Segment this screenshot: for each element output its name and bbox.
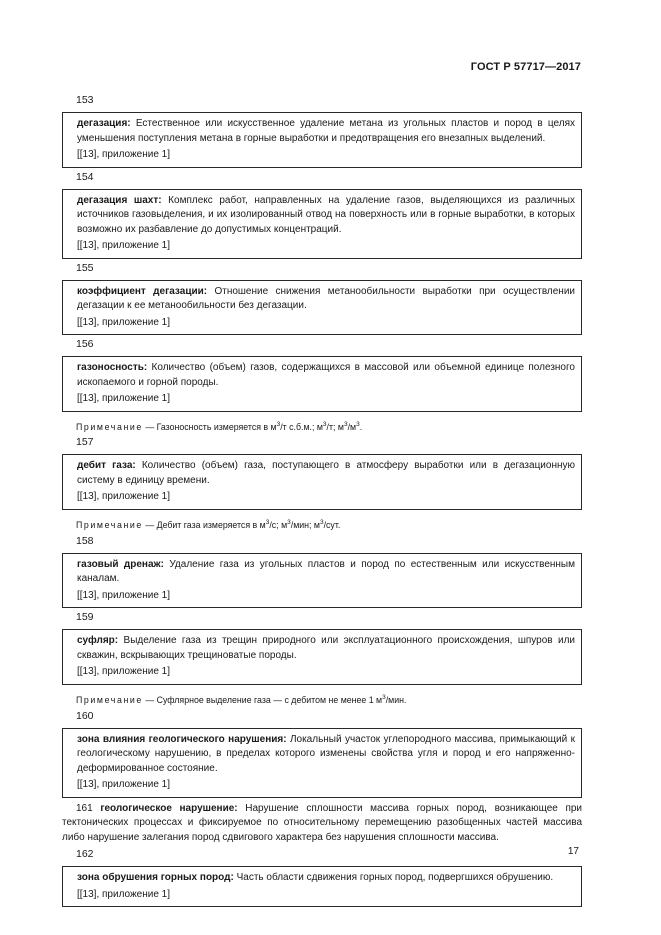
term-definition: Удаление газа из угольных пластов и пород по естественным или искусственным каналам. — [77, 558, 575, 585]
entry-number: 155 — [76, 261, 94, 274]
term-source: [[13], приложение 1] — [77, 888, 171, 900]
term-name: дебит газа: — [77, 460, 136, 472]
entry-number: 158 — [76, 534, 94, 547]
term-definition: Количество (объем) газов, содержащихся в массовой или объемной единице полезного ископаемого и горной породы. — [77, 362, 575, 388]
term-source: [[13], приложение 1] — [77, 491, 171, 503]
term-source: [[13], приложение 1] — [77, 240, 171, 251]
term-entry-box — [62, 553, 582, 609]
term-source: [[13], приложение 1] — [77, 779, 171, 791]
note-label: Примечание — [76, 421, 143, 432]
term-definition: Отношение снижения метанообильности выработки при осуществлении дегазации к ее метанообильности без дегазации. — [77, 285, 575, 311]
term-source: [[13], приложение 1] — [77, 589, 171, 601]
page-header-standard: ГОСТ Р 57717—2017 — [470, 61, 581, 73]
term-note: Примечание — Дебит газа измеряется в $м^3/с$; $м^3$/мин; $м^3$/сут. — [76, 518, 341, 530]
term-definition: Часть области сдвижения горных пород, подвергшихся обрушению. — [233, 872, 554, 884]
term-definition: Выделение газа из трещин природного или эксплуатационного происхождения, шпуров или скважин, вскрывающих трещиноватые породы. — [77, 635, 575, 661]
term-name: дегазация: — [77, 118, 131, 129]
term-source: [[13], приложение 1] — [77, 393, 171, 404]
entry-number: 154 — [76, 170, 94, 183]
term-entry-box — [62, 866, 582, 907]
term-name: газоносность: — [77, 362, 148, 373]
entry-number: 153 — [76, 94, 94, 106]
term-note: Примечание — Газоносность измеряется в $м^3/т$ с.б.м.; $м^3/т$; $м^3/м^3$. — [76, 420, 363, 432]
page-number: 17 — [567, 846, 579, 857]
term-entry-box — [62, 112, 582, 168]
term-entry-box — [62, 189, 582, 259]
term-entry-box — [62, 629, 582, 685]
term-entry-box — [62, 728, 582, 798]
entry-number: 160 — [76, 709, 94, 722]
term-source: [[13], приложение 1] — [77, 149, 171, 160]
term-definition: Локальный участок углепородного массива, примыкающий к геологическому нарушению, в пределах которого изменены свойства угля и пород и его напряженно-деформированное состояние. — [77, 733, 575, 774]
term-name: коэффициент дегазации: — [77, 285, 208, 297]
term-note: Примечание — Суфлярное выделение газа — с дебитом не менее 1 $м^3$/мин. — [76, 693, 407, 705]
term-entry-box — [62, 454, 582, 510]
term-name: дегазация шахт: — [77, 194, 162, 206]
term-name: геологическое нарушение: — [100, 802, 238, 814]
entry-number: 159 — [76, 611, 94, 624]
entry-number: 156 — [76, 338, 94, 350]
term-name: зона обрушения горных пород: — [77, 872, 234, 884]
term-name: зона влияния геологического нарушения: — [77, 733, 287, 745]
term-entry-box — [62, 280, 582, 336]
term-name: суфляр: — [77, 635, 119, 647]
term-entry-plain — [62, 802, 582, 846]
terms-list — [62, 91, 582, 907]
note-label: Примечание — [76, 519, 143, 530]
term-entry-box — [62, 356, 582, 412]
term-source: [[13], приложение 1] — [77, 666, 171, 678]
term-definition: Количество (объем) газа, поступающего в атмосферу выработки или в дегазационную систему в единицу времени. — [77, 460, 576, 486]
term-definition: Естественное или искусственное удаление метана из угольных пластов и пород в целях уменьшения поступления метана в горные выработки и предотвращения его внезапных выделений. — [77, 118, 575, 144]
entry-number: 157 — [76, 436, 94, 449]
entry-number: 162 — [76, 848, 94, 861]
term-source: [[13], приложение 1] — [77, 316, 171, 328]
term-definition: Комплекс работ, направленных на удаление газов, выделяющихся из различных источников газовыделения, и их изолированный отвод на поверхность или в горные выработки, в которых возможно их разбавление до допустимых концентраций. — [77, 194, 575, 235]
note-label: Примечание — [76, 694, 143, 705]
term-definition: Нарушение сплошности массива горных пород, возникающее при тектонических процессах и фиксируемое по относительному перемещению разобщенных частей массива либо нарушение залегания пород сдвигового характера без нарушения сплошности массива. — [62, 802, 582, 843]
term-name: газовый дренаж: — [77, 558, 164, 570]
entry-number: 161 — [76, 802, 93, 814]
